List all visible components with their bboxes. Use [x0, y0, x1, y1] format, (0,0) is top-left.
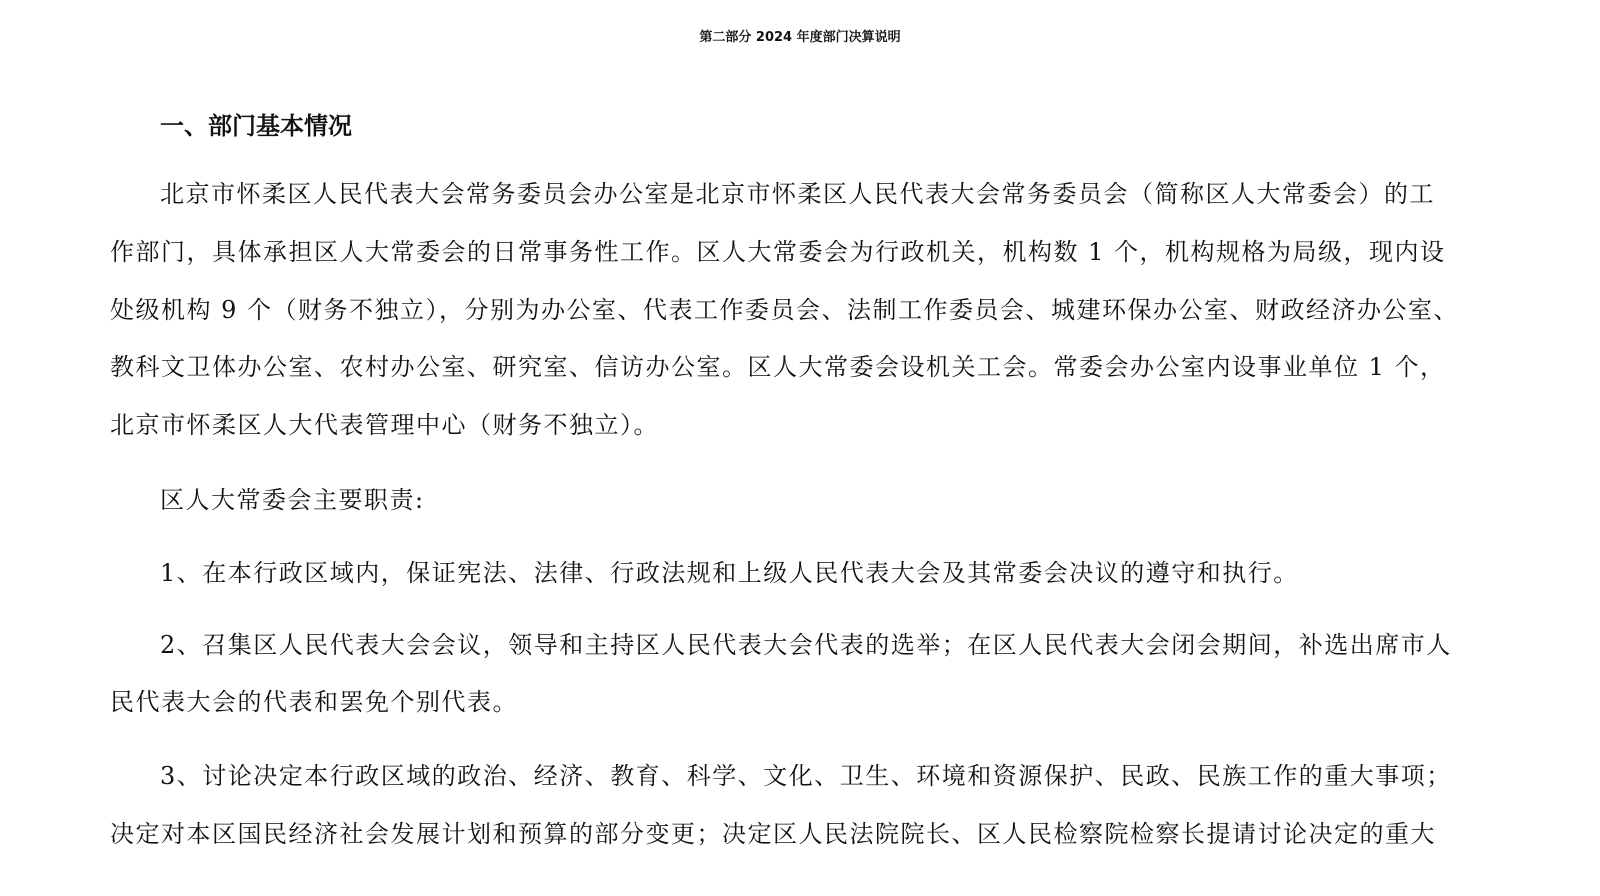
document-title: 第二部分 2024 年度部门决算说明	[699, 30, 901, 45]
duty-item-2: 2、召集区人民代表大会会议，领导和主持区人民代表大会代表的选举；在区人民代表大会闭会期间，补选出席市人	[160, 631, 1452, 659]
paragraph-line: 教科文卫体办公室、农村办公室、研究室、信访办公室。区人大常委会设机关工会。常委会办公室内设事业单位 1 个，	[110, 353, 1446, 381]
paragraph-line: 作部门，具体承担区人大常委会的日常事务性工作。区人大常委会为行政机关，机构数 1 个，机构规格为局级，现内设	[110, 238, 1446, 266]
duty-item-1: 1、在本行政区域内，保证宪法、法律、行政法规和上级人民代表大会及其常委会决议的遵守和执行。	[160, 559, 1299, 587]
duty-item-2-cont: 民代表大会的代表和罢免个别代表。	[110, 688, 518, 716]
paragraph-line: 北京市怀柔区人大代表管理中心（财务不独立）。	[110, 411, 659, 439]
section-heading-basic-info: 一、部门基本情况	[160, 112, 352, 140]
duties-intro: 区人大常委会主要职责:	[160, 486, 425, 514]
paragraph-line: 北京市怀柔区人民代表大会常务委员会办公室是北京市怀柔区人民代表大会常务委员会（简称区人大常委会）的工	[160, 180, 1435, 208]
paragraph-line: 处级机构 9 个（财务不独立），分别为办公室、代表工作委员会、法制工作委员会、城建环保办公室、财政经济办公室、	[110, 296, 1460, 324]
duty-item-3-cont: 决定对本区国民经济社会发展计划和预算的部分变更；决定区人民法院院长、区人民检察院检察长提请讨论决定的重大	[110, 820, 1436, 848]
duty-item-3: 3、讨论决定本行政区域的政治、经济、教育、科学、文化、卫生、环境和资源保护、民政、民族工作的重大事项；	[160, 762, 1452, 790]
